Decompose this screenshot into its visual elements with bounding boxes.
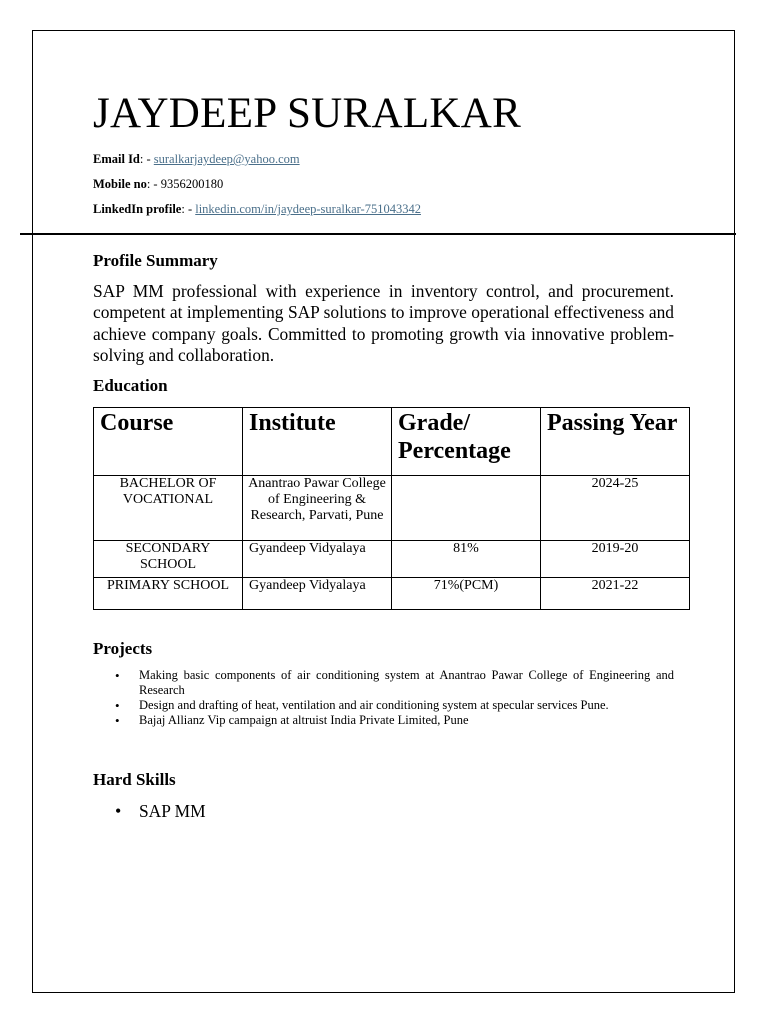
cell-course: BACHELOR OF VOCATIONAL: [94, 476, 243, 541]
candidate-name: JAYDEEP SURALKAR: [93, 90, 522, 137]
header-grade: Grade/ Percentage: [392, 408, 541, 476]
profile-summary-title: Profile Summary: [93, 251, 218, 270]
cell-institute: Anantrao Pawar College of Engineering & Research, Parvati, Pune: [243, 476, 392, 541]
table-row: [94, 578, 690, 610]
profile-summary-text: SAP MM professional with experience in inventory control, and procurement. competent at implementing SAP solutions to improve operational effectiveness and achieve company goals. Committed to promoting growth via innovative problem-solving and collaboration.: [93, 281, 674, 365]
mobile-label: Mobile no: [93, 177, 147, 191]
cell-grade: 81%: [392, 541, 541, 578]
cell-grade: [392, 476, 541, 541]
cell-year: 2021-22: [541, 578, 690, 610]
email-separator: : -: [139, 152, 154, 166]
email-line: [93, 151, 300, 167]
education-title: Education: [93, 376, 168, 395]
cell-course: SECONDARY SCHOOL: [94, 541, 243, 578]
list-item: • Design and drafting of heat, ventilation and air conditioning system at specular services Pune.: [93, 698, 674, 713]
education-table: [93, 407, 690, 610]
header-course: Course: [94, 408, 243, 476]
linkedin-separator: : -: [181, 202, 196, 216]
mobile-number: 9356200180: [160, 177, 224, 191]
hard-skills-list: [93, 800, 206, 822]
header-institute: Institute: [243, 408, 392, 476]
mobile-separator: : -: [146, 177, 161, 191]
email-label: Email Id: [93, 152, 140, 166]
table-row: [94, 476, 690, 541]
cell-institute: Gyandeep Vidyalaya: [243, 541, 392, 578]
projects-title: Projects: [93, 639, 153, 658]
cell-year: 2024-25: [541, 476, 690, 541]
linkedin-label: LinkedIn profile: [93, 202, 182, 216]
cell-year: 2019-20: [541, 541, 690, 578]
header-passing-year: Passing Year: [541, 408, 690, 476]
hard-skills-title: Hard Skills: [93, 770, 176, 789]
table-row: [94, 541, 690, 578]
email-link[interactable]: suralkarjaydeep@yahoo.com: [153, 152, 300, 166]
list-item: • Bajaj Allianz Vip campaign at altruist India Private Limited, Pune: [93, 713, 674, 728]
projects-list: [93, 668, 674, 728]
education-header-row: [94, 408, 690, 476]
linkedin-line: [93, 201, 421, 217]
header-divider: [20, 233, 736, 235]
list-item: • SAP MM: [93, 800, 206, 822]
list-item: • Making basic components of air conditioning system at Anantrao Pawar College of Engineering and Research: [93, 668, 674, 698]
mobile-line: [93, 176, 223, 192]
cell-course: PRIMARY SCHOOL: [94, 578, 243, 610]
cell-institute: Gyandeep Vidyalaya: [243, 578, 392, 610]
linkedin-link[interactable]: linkedin.com/in/jaydeep-suralkar-751043342: [195, 202, 421, 216]
cell-grade: 71%(PCM): [392, 578, 541, 610]
